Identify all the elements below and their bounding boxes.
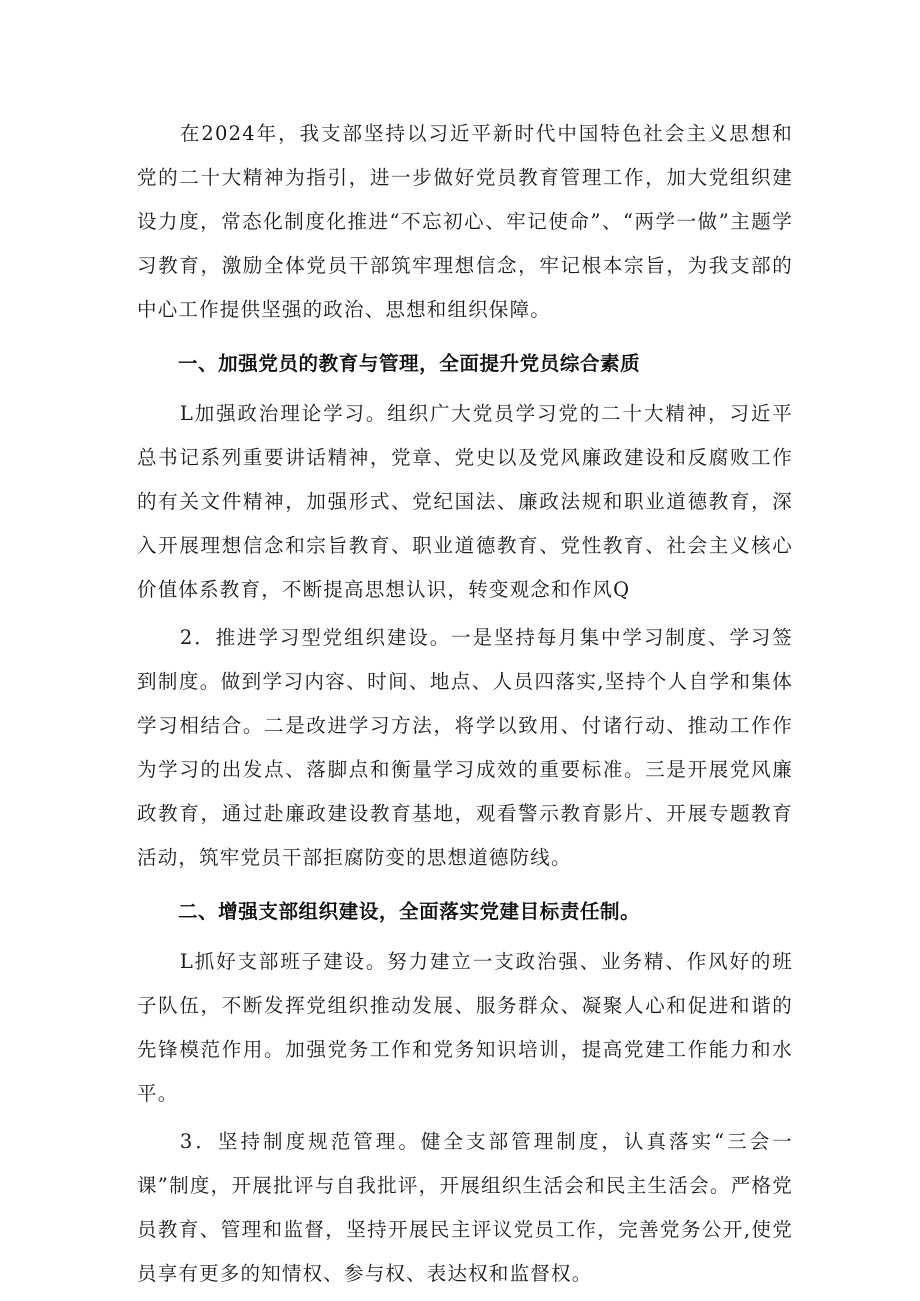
- section-2-item-1: L抓好支部班子建设。努力建立一支政治强、业务精、作风好的班子队伍，不断发挥党组织推动发展、服务群众、凝聚人心和促进和谐的先锋模范作用。加强党务工作和党务知识培训，提高党建工作能力和水平。: [137, 950, 793, 1105]
- document-body: [137, 112, 793, 1300]
- section-1-heading: 一、加强党员的教育与管理，全面提升党员综合素质: [177, 352, 641, 375]
- section-1-item-1: L加强政治理论学习。组织广大党员学习党的二十大精神，习近平总书记系列重要讲话精神，党章、党史以及党风廉政建设和反腐败工作的有关文件精神，加强形式、党纪国法、廉政法规和职业道德教育，深入开展理想信念和宗旨教育、职业道德教育、党性教育、社会主义核心价值体系教育，不断提高思想认识，转变观念和作风Q: [137, 402, 793, 601]
- section-1-item-2: 2．推进学习型党组织建设。一是坚持每月集中学习制度、学习签到制度。做到学习内容、时间、地点、人员四落实,坚持个人自学和集体学习相结合。二是改进学习方法，将学以致用、付诸行动、推动工作作为学习的出发点、落脚点和衡量学习成效的重要标准。三是开展党风廉政教育，通过赴廉政建设教育基地，观看警示教育影片、开展专题教育活动，筑牢党员干部拒腐防变的思想道德防线。: [137, 626, 793, 869]
- section-2-item-3: 3．坚持制度规范管理。健全支部管理制度，认真落实“三会一课”制度，开展批评与自我批评，开展组织生活会和民主生活会。严格党员教育、管理和监督，坚持开展民主评议党员工作，完善党务公开,使党员享有更多的知情权、参与权、表达权和监督权。: [137, 1130, 793, 1285]
- section-2-heading: 二、增强支部组织建设，全面落实党建目标责任制。: [177, 900, 641, 923]
- intro-paragraph: 在2024年，我支部坚持以习近平新时代中国特色社会主义思想和党的二十大精神为指引，进一步做好党员教育管理工作，加大党组织建设力度，常态化制度化推进“不忘初心、牢记使命”、“两学一做”主题学习教育，激励全体党员干部筑牢理想信念，牢记根本宗旨，为我支部的中心工作提供坚强的政治、思想和组织保障。: [137, 122, 793, 321]
